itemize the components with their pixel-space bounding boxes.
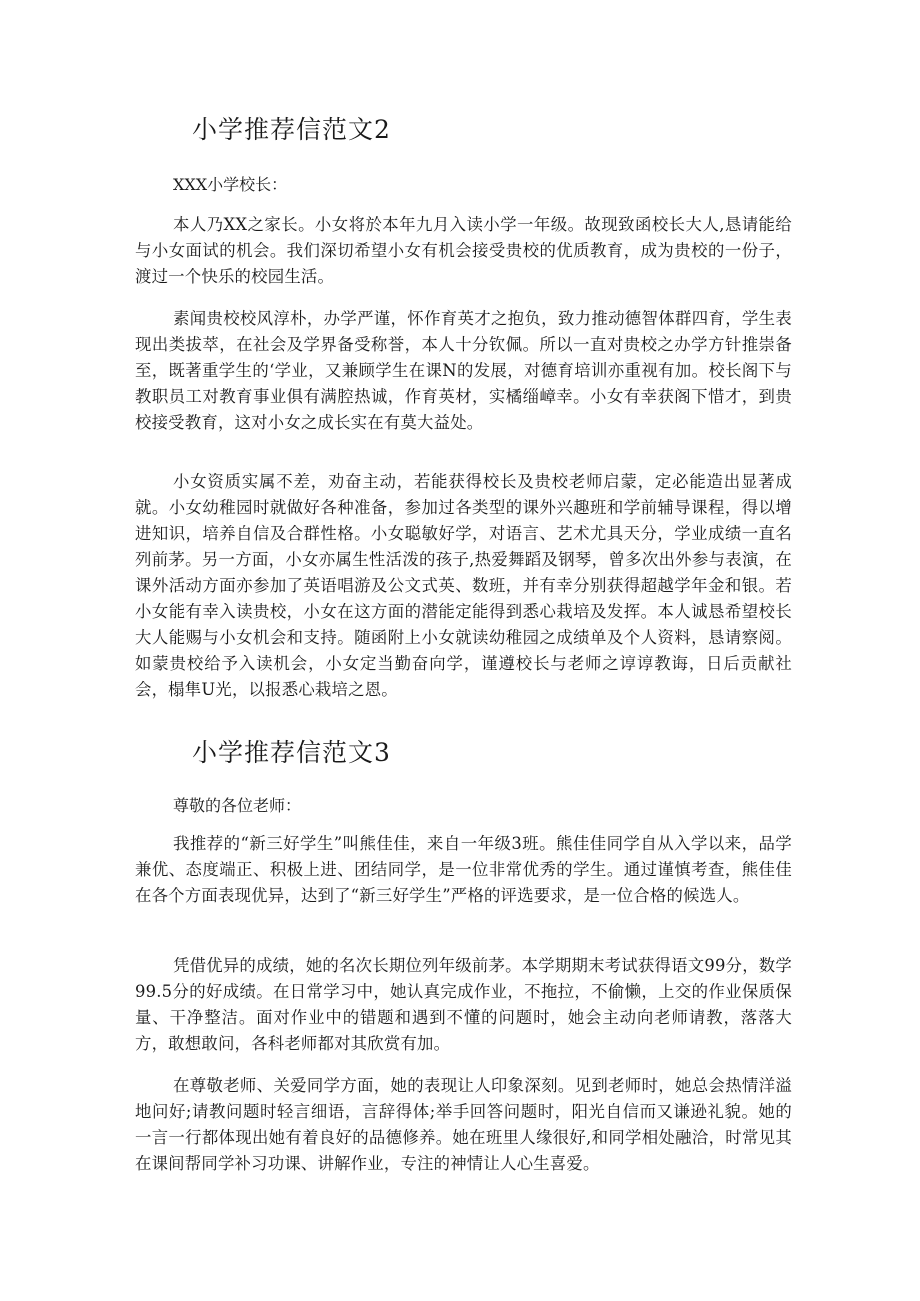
section3-paragraph-2: 凭借优异的成绩，她的名次长期位列年级前茅。本学期期末考试获得语文99分，数学99.5分的好成绩。在日常学习中，她认真完成作业，不拖拉，不偷懒，上交的作业保质保量、干净整洁。面对作业中的错题和遇到不懂的问题时，她会主动向老师请教，落落大方，敢想敢问，各科老师都对其欣赏有加。: [135, 956, 792, 1053]
section2-title: 小学推荐信范文2: [192, 115, 391, 144]
section2-salutation: XXX小学校长：: [173, 175, 288, 194]
section3-title: 小学推荐信范文3: [192, 738, 391, 767]
section2-paragraph-3: 小女资质实属不差，劝奋主动，若能获得校长及贵校老师启蒙，定必能造出显著成就。小女幼稚园时就做好各种准备，参加过各类型的课外兴趣班和学前辅导课程，得以增进知识，培养自信及合群性格。小女聪敏好学，对语言、艺术尤具天分，学业成绩一直名列前茅。另一方面，小女亦属生性活泼的孩子,热爱舞蹈及钢琴，曾多次出外参与表演，在课外活动方面亦参加了英语唱游及公文式英、数班，并有幸分别获得超越学年金和银。若小女能有幸入读贵校，小女在这方面的潜能定能得到悉心栽培及发挥。本人诚恳希望校长大人能赐与小女机会和支持。随函附上小女就读幼稚园之成绩单及个人资料，恳请察阅。如蒙贵校给予入读机会，小女定当勤奋向学，谨遵校长与老师之谆谆教诲，日后贡献社会，榻隼U光，以报悉心栽培之恩。: [135, 472, 792, 699]
section2-paragraph-2: 素闻贵校校风淳朴，办学严谨，怀作育英才之抱负，致力推动德智体群四育，学生表现出类拔萃，在社会及学界备受称誉，本人十分钦佩。所以一直对贵校之办学方针推崇备至，既著重学生的‘学业，又兼顾学生在课N的发展，对德育培训亦重视有加。校长阁下与教职员工对教育事业俱有满腔热诚，作育英材，实橘缁嶂幸。小女有幸获阁下惜才，到贵校接受教育，这对小女之成长实在有莫大益处。: [135, 309, 792, 432]
section3-salutation: 尊敬的各位老师：: [173, 796, 302, 815]
section2-paragraph-1: 本人乃XX之家长。小女将於本年九月入读小学一年级。故现致函校长大人,恳请能给与小女面试的机会。我们深切希望小女有机会接受贵校的优质教育，成为贵校的一份子，渡过一个快乐的校园生活。: [135, 215, 792, 286]
section3-paragraph-1: 我推荐的“新三好学生”叫熊佳佳，来自一年级3班。熊佳佳同学自从入学以来，品学兼优、态度端正、积极上进、团结同学，是一位非常优秀的学生。通过谨慎考查，熊佳佳在各个方面表现优异，达到了“新三好学生”严格的评选要求，是一位合格的候选人。: [135, 834, 792, 905]
section3-paragraph-3: 在尊敬老师、关爱同学方面，她的表现让人印象深刻。见到老师时，她总会热情洋溢地问好;请教问题时轻言细语，言辞得体;举手回答问题时，阳光自信而又谦逊礼貌。她的一言一行都体现出她有着良好的品德修养。她在班里人缘很好,和同学相处融洽，时常见其在课间帮同学补习功课、讲解作业，专注的神情让人心生喜爱。: [135, 1076, 792, 1173]
